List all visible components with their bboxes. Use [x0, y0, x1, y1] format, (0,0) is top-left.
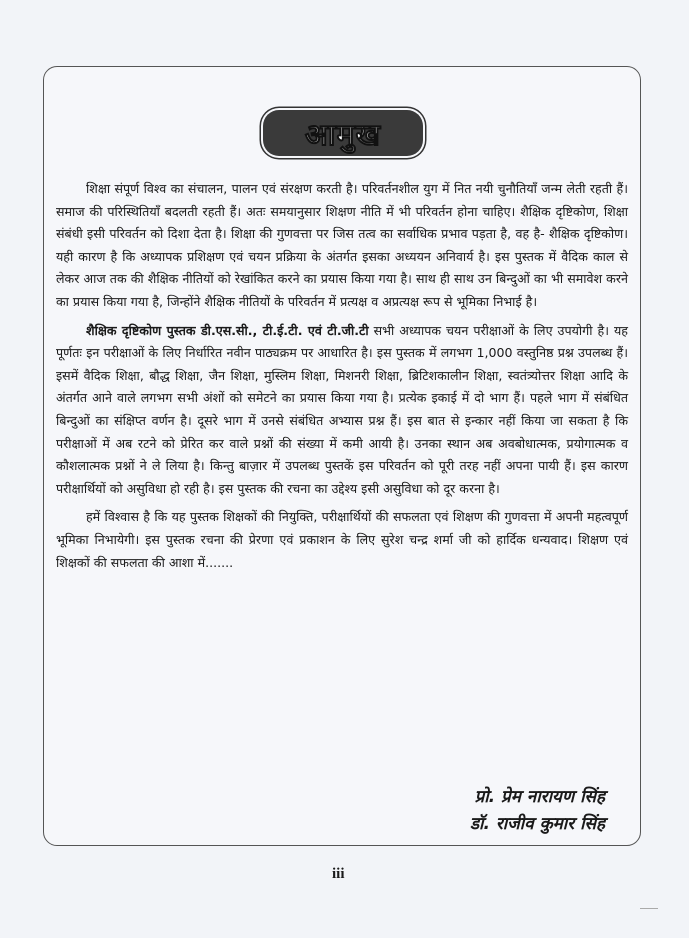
author-2: डॉ. राजीव कुमार सिंह: [469, 814, 605, 834]
preface-body: [56, 178, 628, 580]
author-1: प्रो. प्रेम नारायण सिंह: [474, 787, 605, 807]
scan-mark: [640, 908, 658, 909]
paragraph-2-lead: शैक्षिक दृष्टिकोण पुस्तक डी.एस.सी., टी.ई.टी. एवं टी.जी.टी: [86, 322, 369, 338]
title-badge: [263, 110, 423, 156]
author-signatures: [470, 784, 605, 838]
page-number: iii: [332, 866, 345, 882]
page-title: आमुख: [304, 117, 382, 153]
paragraph-1-text: शिक्षा संपूर्ण विश्व का संचालन, पालन एवं संरक्षण करती है। परिवर्तनशील युग में नित नयी चुनौतियाँ जन्म लेती रहती हैं। समाज की परिस्थितियाँ बदलती रहती हैं। अतः समयानुसार शिक्षण नीति में भी परिवर्तन होना चाहिए। शैक्षिक दृष्टिकोण, शिक्षा संबंधी इसी परिवर्तन को दिशा देता है। शिक्षा की गुणवत्ता पर जिस तत्व का सर्वाधिक प्रभाव पड़ता है, वह है- शैक्षिक दृष्टिकोण। यही कारण है कि अध्यापक प्रशिक्षण एवं चयन प्रक्रिया के अंतर्गत इसका अध्ययन अनिवार्य है। इस पुस्तक में वैदिक काल से लेकर आज तक की शैक्षिक नीतियों को रेखांकित करने का प्रयास किया गया है। साथ ही साथ उन बिन्दुओं का भी समावेश करने का प्रयास किया गया है, जिन्होंने शैक्षिक नीतियों के परिवर्तन में प्रत्यक्ष व अप्रत्यक्ष रूप से भूमिका निभाई है।: [56, 181, 628, 309]
paragraph-1: [56, 178, 628, 314]
paragraph-3: [56, 506, 628, 574]
paragraph-2-text: सभी अध्यापक चयन परीक्षाओं के लिए उपयोगी है। यह पूर्णतः इन परीक्षाओं के लिए निर्धारित नवीन पाठ्यक्रम पर आधारित है। इस पुस्तक में लगभग 1,000 वस्तुनिष्ठ प्रश्न उपलब्ध हैं। इसमें वैदिक शिक्षा, बौद्ध शिक्षा, जैन शिक्षा, मुस्लिम शिक्षा, मिशनरी शिक्षा, ब्रिटिशकालीन शिक्षा, स्वतंत्र्योत्तर शिक्षा आदि के अंतर्गत आने वाले लगभग सभी अंशों को समेटने का प्रयास किया गया है। प्रत्येक इकाई में दो भाग हैं। पहले भाग में संबंधित बिन्दुओं का संक्षिप्त वर्णन है। दूसरे भाग में उनसे संबंधित अभ्यास प्रश्न हैं। इस बात से इन्कार नहीं किया जा सकता है कि परीक्षाओं में अब रटने को प्रेरित कर वाले प्रश्नों की संख्या में कमी आयी है। उनका स्थान अब अवबोधात्मक, प्रयोगात्मक व कौशलात्मक प्रश्नों ने ले लिया है। किन्तु बाज़ार में उपलब्ध पुस्तकें इस परिवर्तन को पूरी तरह नहीं अपना पायी हैं। इस कारण परीक्षार्थियों को असुविधा हो रही है। इस पुस्तक की रचना का उद्देश्य इसी असुविधा को दूर करना है।: [56, 322, 628, 496]
paragraph-2: [56, 320, 628, 501]
paragraph-3-text: हमें विश्वास है कि यह पुस्तक शिक्षकों की नियुक्ति, परीक्षार्थियों की सफलता एवं शिक्षण की गुणवत्ता में अपनी महत्वपूर्ण भूमिका निभायेगी। इस पुस्तक रचना की प्रेरणा एवं प्रकाशन के लिए सुरेश चन्द्र शर्मा जी को हार्दिक धन्यवाद। शिक्षण एवं शिक्षकों की सफलता की आशा में.......: [56, 509, 628, 570]
